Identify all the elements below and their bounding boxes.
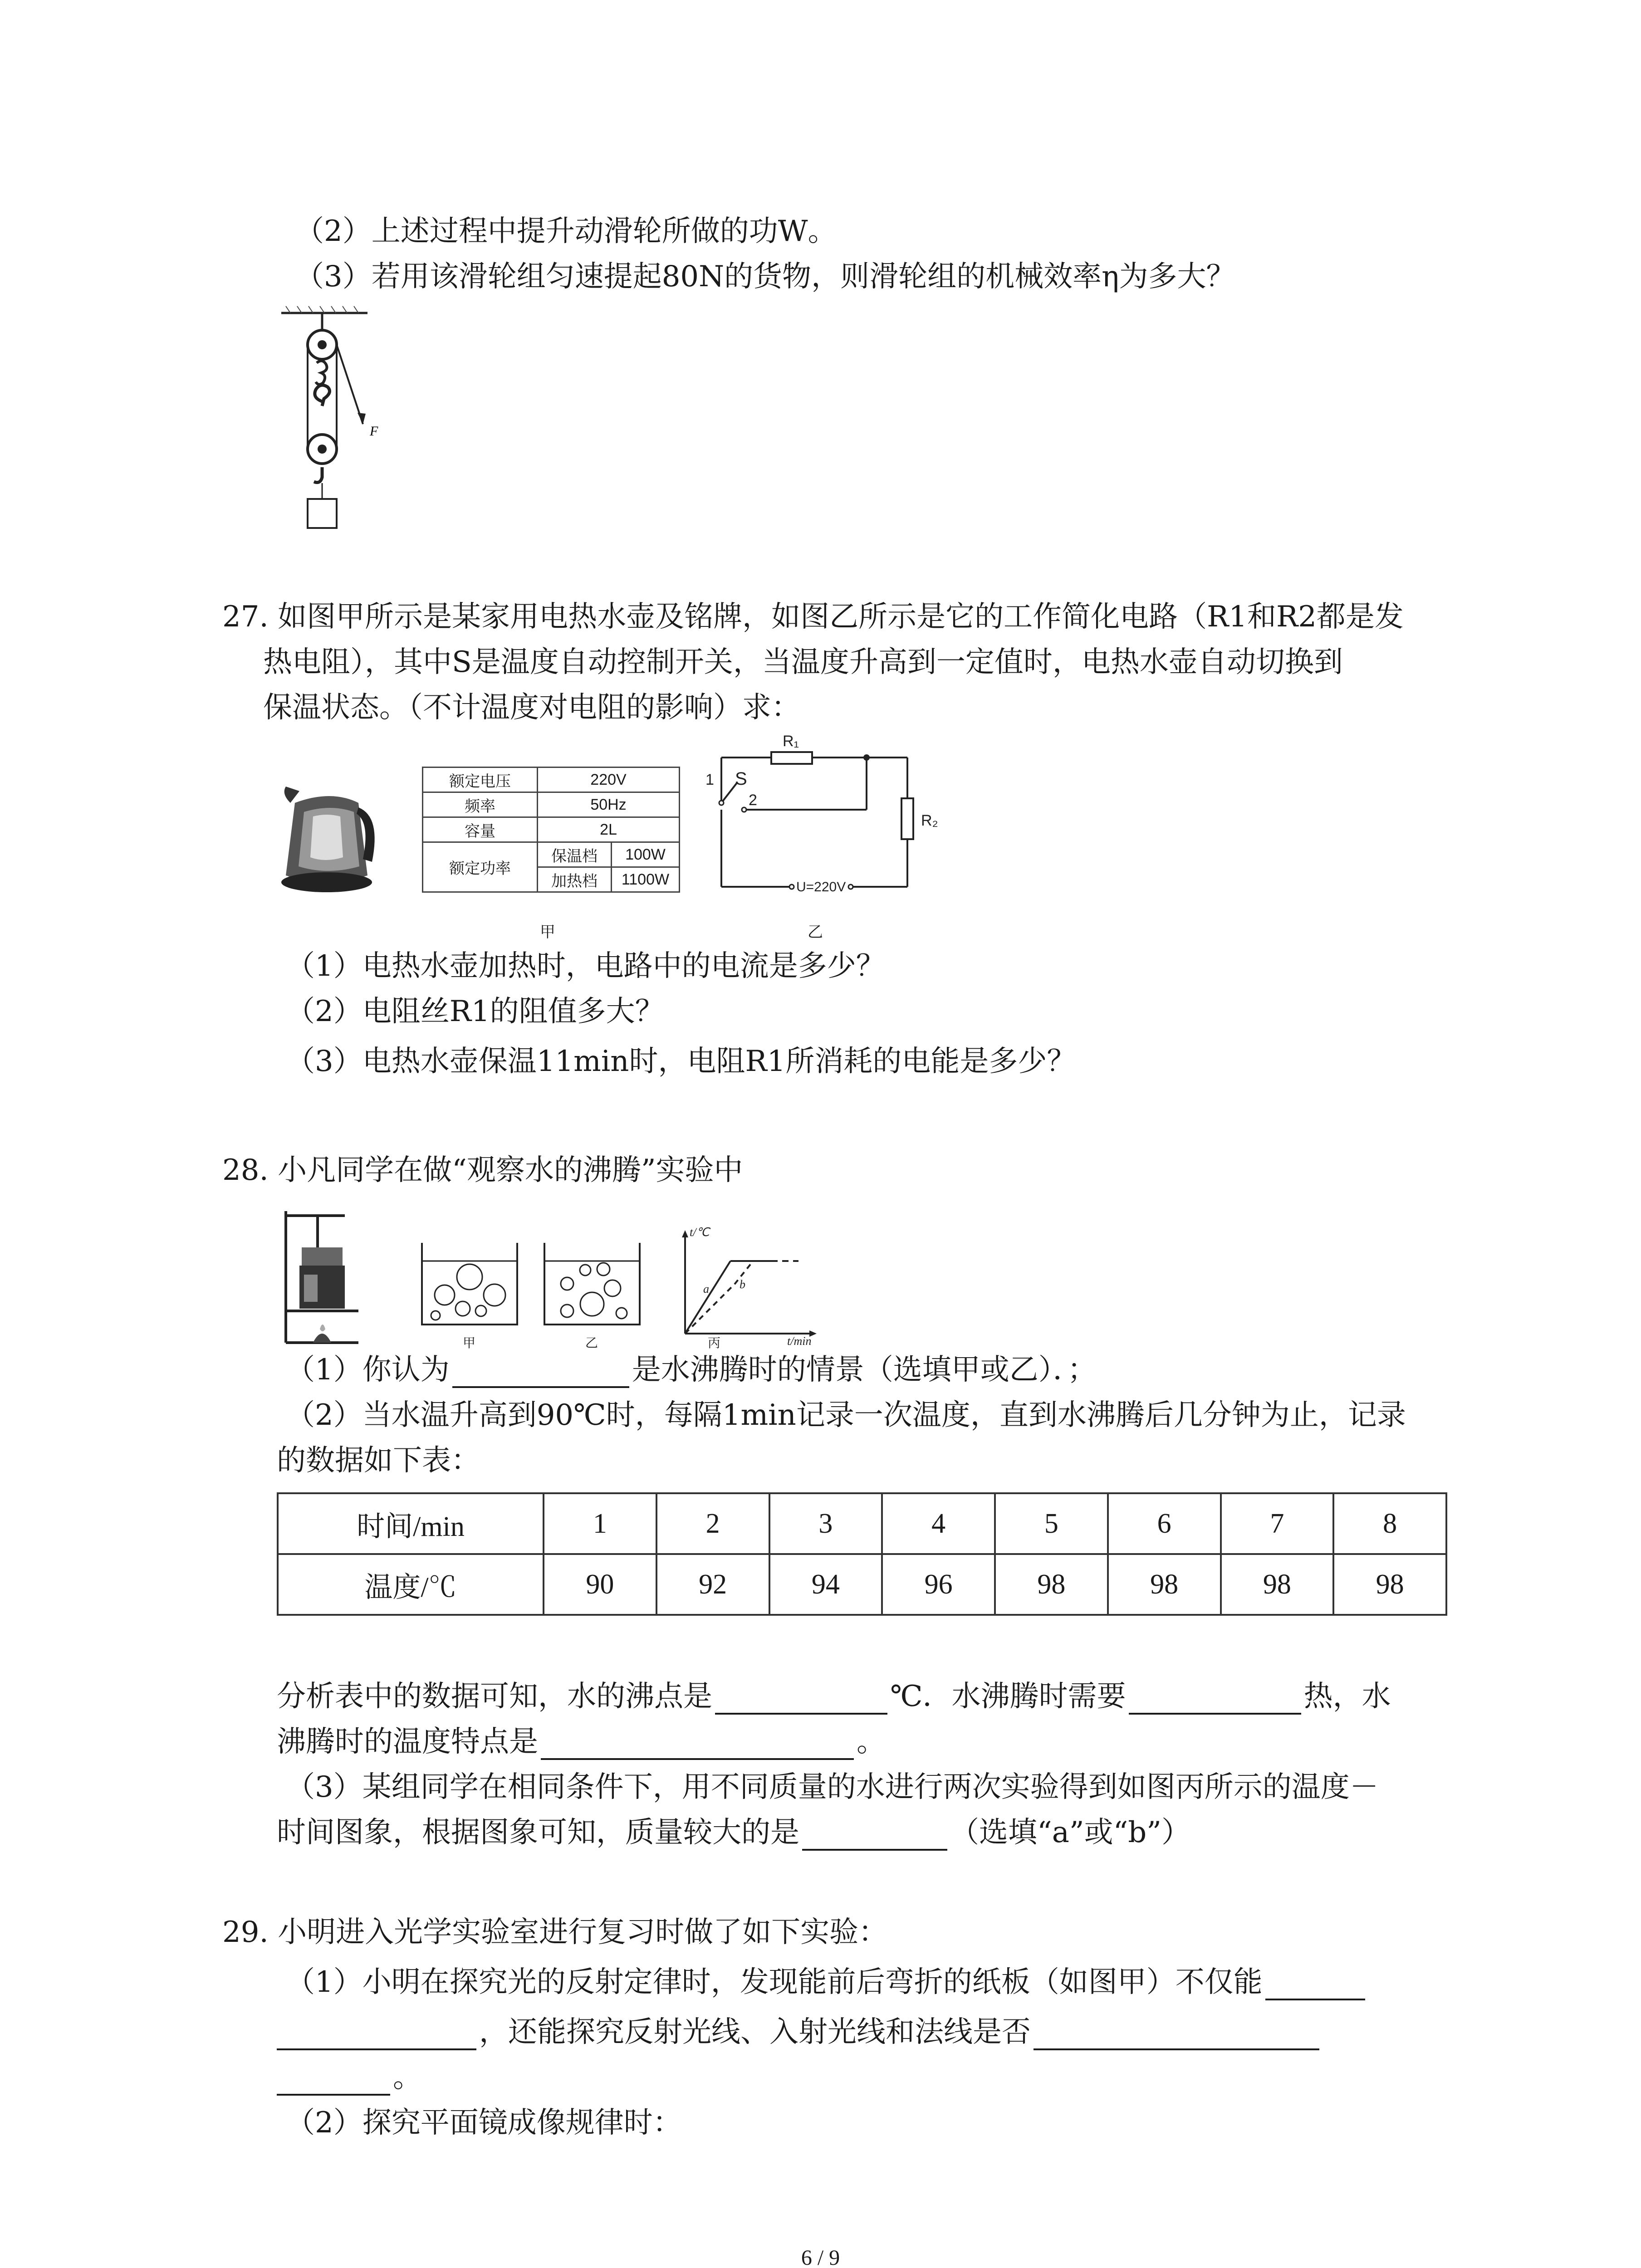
boiling-apparatus-figure — [277, 1207, 367, 1356]
rated-voltage-label: 额定电压 — [423, 767, 538, 792]
analysis-text-e: 。 — [857, 1725, 886, 1759]
beaker-yi — [540, 1238, 644, 1334]
temperature-cell: 98 — [995, 1554, 1108, 1615]
q29-sub1-line1 — [286, 1964, 1368, 2000]
curve-b-label: b — [740, 1278, 745, 1291]
temperature-cell: 96 — [882, 1554, 995, 1615]
switch-label: S — [735, 769, 747, 789]
q28-stem: 28. 小凡同学在做“观察水的沸腾”实验中 — [222, 1154, 743, 1187]
blank-same-plane-cont[interactable] — [277, 2067, 390, 2096]
force-label: F — [370, 424, 378, 439]
capacity-value: 2L — [538, 817, 680, 842]
time-cell: 3 — [769, 1493, 882, 1554]
q27-sub3: （3）电热水壶保温11min时，电阻R1所消耗的电能是多少？ — [286, 1045, 1076, 1078]
time-cell: 7 — [1221, 1493, 1334, 1554]
q28-sub1 — [286, 1352, 1097, 1388]
q28-sub3-line2 — [277, 1814, 1190, 1851]
blank-boiling-scene[interactable] — [452, 1359, 629, 1388]
r1-label: R₁ — [783, 735, 799, 750]
temperature-header: 温度/℃ — [278, 1554, 544, 1615]
time-cell: 1 — [544, 1493, 656, 1554]
time-cell: 4 — [882, 1493, 995, 1554]
keep-warm-label: 保温档 — [538, 842, 612, 867]
time-cell: 2 — [656, 1493, 769, 1554]
blank-heat-need[interactable] — [1129, 1686, 1301, 1715]
q26-part3: （3）若用该滑轮组匀速提起80N的货物，则滑轮组的机械效率η为多大？ — [295, 260, 1235, 293]
q29-sub1-line3 — [277, 2059, 422, 2096]
fig-caption-jia: 甲 — [540, 924, 555, 941]
time-cell: 5 — [995, 1493, 1108, 1554]
graph-bing-label: 丙 — [708, 1336, 721, 1350]
temperature-time-graph — [667, 1225, 830, 1347]
curve-a-label: a — [703, 1282, 709, 1295]
blank-paper-board-purpose[interactable] — [1265, 1971, 1365, 2000]
q29-sub1-end: 。 — [393, 2061, 422, 2094]
blank-boiling-point[interactable] — [715, 1686, 887, 1715]
analysis-text-a: 分析表中的数据可知，水的沸点是 — [277, 1680, 712, 1713]
heat-label: 加热档 — [538, 867, 612, 892]
blank-larger-mass[interactable] — [802, 1822, 947, 1851]
q28-sub2-line2: 的数据如下表： — [277, 1444, 480, 1477]
temperature-cell: 98 — [1221, 1554, 1334, 1615]
temperature-data-table — [277, 1492, 1447, 1616]
q28-sub3-line1: （3）某组同学在相同条件下，用不同质量的水进行两次实验得到如图丙所示的温度－ — [286, 1770, 1379, 1804]
analysis-text-b: ℃．水沸腾时需要 — [890, 1680, 1126, 1713]
q29-stem: 29. 小明进入光学实验室进行复习时做了如下实验： — [222, 1916, 888, 1949]
keep-warm-value: 100W — [612, 842, 680, 867]
blank-temperature-feature[interactable] — [541, 1731, 854, 1760]
q28-sub3-suffix: （选填“a”或“b”） — [950, 1816, 1190, 1849]
analysis-text-d: 沸腾时的温度特点是 — [277, 1725, 538, 1759]
table-row-time — [278, 1493, 1446, 1554]
nameplate-table — [422, 767, 680, 893]
q27-sub2: （2）电阻丝R1的阻值多大？ — [286, 995, 664, 1028]
q27-stem-line3: 保温状态。（不计温度对电阻的影响）求： — [263, 691, 800, 724]
rated-power-label: 额定功率 — [423, 842, 538, 892]
analysis-text-c: 热，水 — [1303, 1680, 1391, 1713]
page-number: 6 / 9 — [801, 2246, 840, 2268]
blank-same-plane[interactable] — [1034, 2021, 1319, 2050]
graph-xlabel: t/min — [787, 1334, 812, 1347]
kettle-image — [281, 785, 381, 903]
fig-caption-yi: 乙 — [808, 924, 823, 941]
time-header: 时间/min — [278, 1493, 544, 1554]
temperature-cell: 92 — [656, 1554, 769, 1615]
q29-sub1-line2 — [277, 2014, 1322, 2050]
beaker-jia — [417, 1238, 522, 1334]
temperature-cell: 90 — [544, 1554, 656, 1615]
temperature-cell: 98 — [1333, 1554, 1446, 1615]
time-cell: 6 — [1108, 1493, 1221, 1554]
q29-sub1-prefix: （1）小明在探究光的反射定律时，发现能前后弯折的纸板（如图甲）不仅能 — [286, 1965, 1263, 1999]
pulley-figure — [277, 304, 395, 540]
terminal-1: 1 — [705, 771, 714, 788]
temperature-cell: 98 — [1108, 1554, 1221, 1615]
blank-paper-board-purpose-cont[interactable] — [277, 2021, 476, 2050]
table-row-temperature — [278, 1554, 1446, 1615]
voltage-label: U=220V — [796, 880, 846, 894]
q27-sub1: （1）电热水壶加热时，电路中的电流是多少？ — [286, 949, 885, 983]
q28-analysis-line1 — [277, 1678, 1391, 1715]
q27-stem-line2: 热电阻），其中S是温度自动控制开关，当温度升高到一定值时，电热水壶自动切换到 — [263, 645, 1343, 679]
capacity-label: 容量 — [423, 817, 538, 842]
circuit-diagram — [699, 735, 953, 903]
frequency-value: 50Hz — [538, 792, 680, 817]
q29-sub2: （2）探究平面镜成像规律时： — [286, 2106, 682, 2140]
q27-stem-line1: 27. 如图甲所示是某家用电热水壶及铭牌，如图乙所示是它的工作简化电路（R1和R2都是发 — [222, 600, 1404, 634]
beaker-yi-label: 乙 — [585, 1336, 598, 1350]
terminal-2: 2 — [749, 792, 757, 809]
graph-ylabel: t/℃ — [690, 1226, 710, 1239]
q28-analysis-line2 — [277, 1724, 886, 1760]
time-cell: 8 — [1333, 1493, 1446, 1554]
r2-label: R₂ — [921, 812, 938, 829]
frequency-label: 频率 — [423, 792, 538, 817]
beaker-jia-label: 甲 — [463, 1336, 476, 1350]
q26-part2: （2）上述过程中提升动滑轮所做的功W。 — [295, 215, 837, 248]
temperature-cell: 94 — [769, 1554, 882, 1615]
q28-sub2-line1: （2）当水温升高到90℃时，每隔1min记录一次温度，直到水沸腾后几分钟为止，记录 — [286, 1398, 1406, 1432]
q29-sub1-middle: ，还能探究反射光线、入射光线和法线是否 — [479, 2015, 1031, 2049]
rated-voltage-value: 220V — [538, 767, 680, 792]
heat-value: 1100W — [612, 867, 680, 892]
q28-sub1-prefix: （1）你认为 — [286, 1353, 450, 1387]
q28-sub1-suffix: 是水沸腾时的情景（选填甲或乙）．； — [632, 1353, 1097, 1387]
q28-sub3-prefix: 时间图象，根据图象可知，质量较大的是 — [277, 1816, 799, 1849]
